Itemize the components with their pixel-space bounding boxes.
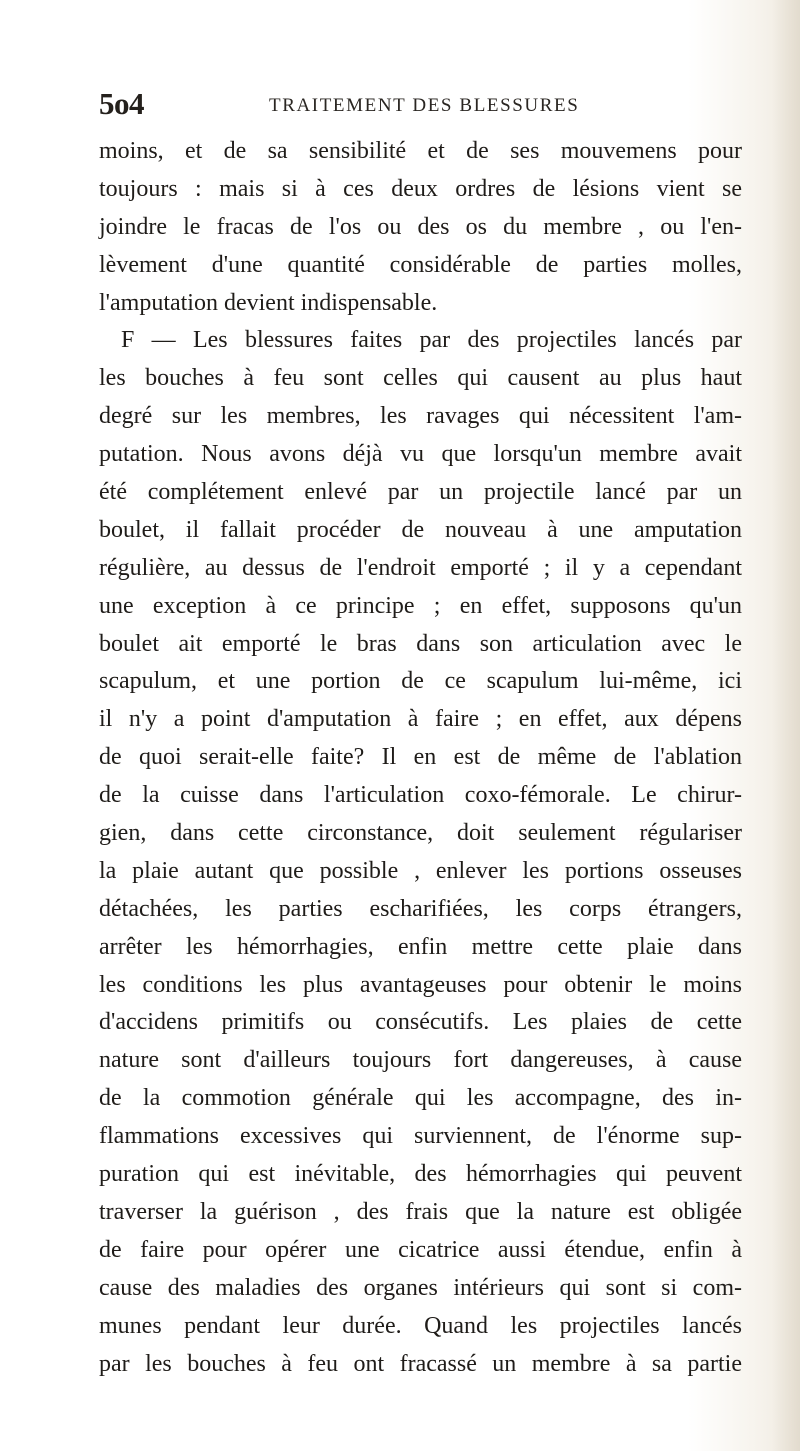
text-line: cause des maladies des organes intérieurs qui sont si com- <box>99 1274 742 1301</box>
text-line: arrêter les hémorrhagies, enfin mettre cette plaie dans <box>99 933 742 960</box>
page-edge-shadow <box>772 0 800 1451</box>
text-line: joindre le fracas de l'os ou des os du membre , ou l'en- <box>99 213 742 240</box>
text-line: les conditions les plus avantageuses pour obtenir le moins <box>99 971 742 998</box>
text-line: lèvement d'une quantité considérable de parties molles, <box>99 251 742 278</box>
text-line: l'amputation devient indispensable. <box>99 289 438 316</box>
text-line: traverser la guérison , des frais que la nature est obligée <box>99 1198 742 1225</box>
text-line: de la cuisse dans l'articulation coxo-fémorale. Le chirur- <box>99 782 742 809</box>
text-line: il n'y a point d'amputation à faire ; en effet, aux dépens <box>99 706 742 733</box>
text-line: flammations excessives qui surviennent, de l'énorme sup- <box>99 1123 742 1150</box>
text-line: boulet, il fallait procéder de nouveau à une amputation <box>99 516 742 543</box>
text-line: été complétement enlevé par un projectile lancé par un <box>99 479 742 506</box>
text-line: degré sur les membres, les ravages qui nécessitent l'am- <box>99 403 742 430</box>
text-line: scapulum, et une portion de ce scapulum lui-même, ici <box>99 668 742 695</box>
text-line: gien, dans cette circonstance, doit seulement régulariser <box>99 820 742 847</box>
text-line: une exception à ce principe ; en effet, supposons qu'un <box>99 592 742 619</box>
text-line: de la commotion générale qui les accompagne, des in- <box>99 1085 742 1112</box>
page-header <box>99 86 699 126</box>
text-line: détachées, les parties escharifiées, les corps étrangers, <box>99 895 742 922</box>
text-line: moins, et de sa sensibilité et de ses mouvemens pour <box>99 138 742 164</box>
text-line: les bouches à feu sont celles qui causent au plus haut <box>99 365 742 392</box>
text-line: puration qui est inévitable, des hémorrhagies qui peuvent <box>99 1161 742 1188</box>
body-text <box>99 133 742 1383</box>
text-line: nature sont d'ailleurs toujours fort dangereuses, à cause <box>99 1047 742 1074</box>
text-line: putation. Nous avons déjà vu que lorsqu'un membre avait <box>99 441 742 468</box>
text-line: toujours : mais si à ces deux ordres de lésions vient se <box>99 175 742 202</box>
text-line: de quoi serait-elle faite? Il en est de même de l'ablation <box>99 744 742 771</box>
text-line: boulet ait emporté le bras dans son articulation avec le <box>99 630 742 657</box>
text-line: régulière, au dessus de l'endroit emporté ; il y a cependant <box>99 554 742 581</box>
text-line: munes pendant leur durée. Quand les projectiles lancés <box>99 1312 742 1339</box>
running-title: TRAITEMENT DES BLESSURES <box>269 95 580 116</box>
text-line: par les bouches à feu ont fracassé un membre à sa partie <box>99 1350 742 1377</box>
text-line: de faire pour opérer une cicatrice aussi étendue, enfin à <box>99 1236 742 1263</box>
page-number: 5o4 <box>99 86 144 121</box>
text-line: d'accidens primitifs ou consécutifs. Les plaies de cette <box>99 1009 742 1036</box>
text-line: la plaie autant que possible , enlever les portions osseuses <box>99 857 742 884</box>
text-line: F — Les blessures faites par des projectiles lancés par <box>121 327 742 354</box>
